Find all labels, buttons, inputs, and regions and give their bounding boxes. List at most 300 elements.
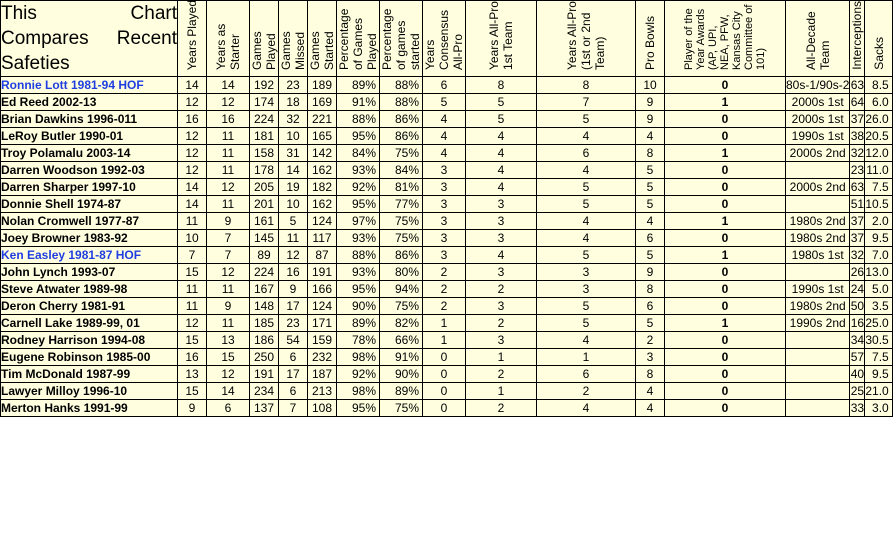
interceptions-cell: 37 — [850, 112, 865, 126]
pro-bowls-cell: 5 — [636, 179, 665, 196]
all-pro-1st-cell: 4 — [466, 179, 537, 196]
all-pro-1st-cell: 3 — [466, 230, 537, 247]
games-played-cell: 224 — [250, 111, 279, 128]
all-decade-team-cell: 2000s 2nd — [786, 179, 850, 196]
player-of-year-awards-cell: 0 — [665, 128, 786, 145]
games-played-cell: 137 — [250, 400, 279, 417]
games-started-cell: 171 — [308, 315, 337, 332]
interceptions-cell: 32 — [850, 248, 865, 262]
all-pro-1st-cell: 4 — [466, 247, 537, 264]
all-decade-team-cell — [786, 196, 850, 213]
player-of-year-awards-cell: 1 — [665, 145, 786, 162]
pct-games-started-cell: 75% — [380, 230, 423, 247]
consensus-all-pro-cell: 2 — [423, 298, 466, 315]
sacks-cell: 30.5 — [865, 332, 892, 349]
consensus-all-pro-cell: 0 — [423, 383, 466, 400]
all-pro-1st-cell: 3 — [466, 264, 537, 281]
column-header: Years Consensus All-Pro — [423, 1, 466, 77]
player-name-cell: Steve Atwater 1989-98 — [1, 281, 178, 298]
years-played-cell: 16 — [178, 111, 207, 128]
player-name-cell: Rodney Harrison 1994-08 — [1, 332, 178, 349]
pct-games-started-cell: 89% — [380, 383, 423, 400]
table-row — [1, 196, 893, 213]
player-of-year-awards-cell: 0 — [665, 281, 786, 298]
pct-games-started-cell: 90% — [380, 366, 423, 383]
games-started-cell: 189 — [308, 77, 337, 94]
player-name-cell: Joey Browner 1983-92 — [1, 230, 178, 247]
games-played-cell: 201 — [250, 196, 279, 213]
consensus-all-pro-cell: 3 — [423, 213, 466, 230]
player-of-year-awards-cell: 0 — [665, 264, 786, 281]
table-row — [1, 145, 893, 162]
column-header: Interceptions — [850, 1, 865, 77]
sacks-cell: 9.5 — [865, 230, 892, 247]
games-played-cell: 89 — [250, 247, 279, 264]
games-played-cell: 145 — [250, 230, 279, 247]
player-of-year-awards-cell: 0 — [665, 383, 786, 400]
pct-games-played-cell: 93% — [337, 162, 380, 179]
all-pro-1st-cell: 3 — [466, 196, 537, 213]
years-played-cell: 12 — [178, 94, 207, 111]
pct-games-played-cell: 92% — [337, 366, 380, 383]
years-as-starter-cell: 11 — [207, 315, 250, 332]
sacks-cell: 13.0 — [865, 264, 892, 281]
column-header: All-Decade Team — [786, 1, 850, 77]
years-played-cell: 11 — [178, 281, 207, 298]
table-row — [1, 230, 893, 247]
games-started-cell: 142 — [308, 145, 337, 162]
column-header: Percentage of games started — [380, 1, 423, 77]
games-started-cell: 213 — [308, 383, 337, 400]
all-decade-team-cell: 1980s 2nd — [786, 298, 850, 315]
player-of-year-awards-cell: 1 — [665, 315, 786, 332]
games-missed-cell: 32 — [279, 111, 308, 128]
table-row — [1, 94, 893, 111]
table-row — [1, 162, 893, 179]
column-header: Percentage of Games Played — [337, 1, 380, 77]
player-name-cell: Darren Woodson 1992-03 — [1, 162, 178, 179]
pct-games-played-cell: 93% — [337, 230, 380, 247]
all-decade-team-cell — [786, 366, 850, 383]
player-name-cell: Ken Easley 1981-87 HOF — [1, 247, 178, 264]
column-header: Years All-Pro (1st or 2nd Team) — [537, 1, 636, 77]
pct-games-played-cell: 92% — [337, 179, 380, 196]
games-started-cell: 191 — [308, 264, 337, 281]
pct-games-started-cell: 91% — [380, 349, 423, 366]
sacks-cell: 26.0 — [865, 111, 892, 128]
all-pro-1st-cell: 4 — [466, 162, 537, 179]
column-header: Years All-Pro 1st Team — [466, 1, 537, 77]
interceptions-cell: 33 — [850, 401, 865, 415]
all-pro-1st-cell: 3 — [466, 332, 537, 349]
games-started-cell: 117 — [308, 230, 337, 247]
table-row — [1, 281, 893, 298]
player-name-cell: Eugene Robinson 1985-00 — [1, 349, 178, 366]
games-started-cell: 165 — [308, 128, 337, 145]
games-missed-cell: 23 — [279, 315, 308, 332]
table-row — [1, 332, 893, 349]
games-started-cell: 169 — [308, 94, 337, 111]
interceptions-cell: 25 — [850, 384, 865, 398]
consensus-all-pro-cell: 4 — [423, 128, 466, 145]
all-pro-1st-2nd-cell: 4 — [537, 128, 636, 145]
table-row — [1, 77, 893, 94]
pct-games-started-cell: 66% — [380, 332, 423, 349]
all-decade-team-cell: 2000s 2nd — [786, 145, 850, 162]
years-played-cell: 15 — [178, 383, 207, 400]
pct-games-played-cell: 98% — [337, 349, 380, 366]
games-started-cell: 124 — [308, 298, 337, 315]
pct-games-played-cell: 88% — [337, 111, 380, 128]
player-of-year-awards-cell: 0 — [665, 111, 786, 128]
years-as-starter-cell: 11 — [207, 162, 250, 179]
pct-games-played-cell: 84% — [337, 145, 380, 162]
player-of-year-awards-cell: 0 — [665, 298, 786, 315]
pct-games-played-cell: 97% — [337, 213, 380, 230]
games-started-cell: 162 — [308, 196, 337, 213]
games-played-cell: 191 — [250, 366, 279, 383]
games-missed-cell: 17 — [279, 366, 308, 383]
games-started-cell: 87 — [308, 247, 337, 264]
sacks-cell: 9.5 — [865, 366, 892, 383]
all-decade-team-cell: 1990s 1st — [786, 281, 850, 298]
games-started-cell: 187 — [308, 366, 337, 383]
games-played-cell: 250 — [250, 349, 279, 366]
years-as-starter-cell: 12 — [207, 264, 250, 281]
player-name-cell: Merton Hanks 1991-99 — [1, 400, 178, 417]
player-name-cell: Deron Cherry 1981-91 — [1, 298, 178, 315]
pro-bowls-cell: 6 — [636, 298, 665, 315]
player-name-cell: Brian Dawkins 1996-011 — [1, 111, 178, 128]
games-played-cell: 234 — [250, 383, 279, 400]
player-of-year-awards-cell: 1 — [665, 94, 786, 111]
sacks-cell: 7.0 — [865, 247, 892, 264]
player-of-year-awards-cell: 0 — [665, 400, 786, 417]
sacks-cell: 21.0 — [865, 383, 892, 400]
interceptions-cell: 32 — [850, 146, 865, 160]
player-of-year-awards-cell: 0 — [665, 349, 786, 366]
table-row — [1, 264, 893, 281]
games-played-cell: 181 — [250, 128, 279, 145]
player-name-cell: LeRoy Butler 1990-01 — [1, 128, 178, 145]
interceptions-cell: 37 — [850, 214, 865, 228]
table-row — [1, 213, 893, 230]
interceptions-cell: 51 — [850, 197, 865, 211]
pro-bowls-cell: 4 — [636, 383, 665, 400]
all-pro-1st-2nd-cell: 5 — [537, 196, 636, 213]
games-started-cell: 162 — [308, 162, 337, 179]
years-as-starter-cell: 7 — [207, 247, 250, 264]
all-pro-1st-cell: 4 — [466, 145, 537, 162]
all-decade-team-cell: 2000s 1st — [786, 94, 850, 111]
games-started-cell: 159 — [308, 332, 337, 349]
sacks-cell: 20.5 — [865, 128, 892, 145]
all-pro-1st-2nd-cell: 8 — [537, 77, 636, 94]
pct-games-started-cell: 75% — [380, 213, 423, 230]
games-missed-cell: 7 — [279, 400, 308, 417]
all-pro-1st-cell: 2 — [466, 400, 537, 417]
years-as-starter-cell: 11 — [207, 145, 250, 162]
all-decade-team-cell: 1980s 2nd — [786, 213, 850, 230]
player-name-cell: Tim McDonald 1987-99 — [1, 366, 178, 383]
interceptions-cell: 38 — [850, 129, 865, 143]
pct-games-started-cell: 75% — [380, 145, 423, 162]
years-as-starter-cell: 11 — [207, 196, 250, 213]
pct-games-started-cell: 88% — [380, 94, 423, 111]
player-name-cell: Nolan Cromwell 1977-87 — [1, 213, 178, 230]
pct-games-started-cell: 84% — [380, 162, 423, 179]
consensus-all-pro-cell: 3 — [423, 196, 466, 213]
all-pro-1st-2nd-cell: 6 — [537, 366, 636, 383]
years-played-cell: 11 — [178, 298, 207, 315]
table-row — [1, 349, 893, 366]
table-row — [1, 247, 893, 264]
games-played-cell: 224 — [250, 264, 279, 281]
years-played-cell: 15 — [178, 332, 207, 349]
sacks-cell: 25.0 — [865, 315, 892, 332]
sacks-cell: 11.0 — [865, 162, 892, 179]
table-row — [1, 128, 893, 145]
games-missed-cell: 17 — [279, 298, 308, 315]
all-decade-team-cell: 80s-1/90s-2 — [786, 78, 850, 92]
years-played-cell: 9 — [178, 400, 207, 417]
years-as-starter-cell: 12 — [207, 94, 250, 111]
all-decade-team-cell — [786, 264, 850, 281]
games-missed-cell: 6 — [279, 383, 308, 400]
years-played-cell: 12 — [178, 145, 207, 162]
pct-games-started-cell: 86% — [380, 247, 423, 264]
player-of-year-awards-cell: 0 — [665, 332, 786, 349]
games-missed-cell: 31 — [279, 145, 308, 162]
interceptions-cell: 34 — [850, 333, 865, 347]
games-started-cell: 124 — [308, 213, 337, 230]
games-played-cell: 161 — [250, 213, 279, 230]
years-as-starter-cell: 9 — [207, 213, 250, 230]
games-missed-cell: 14 — [279, 162, 308, 179]
all-pro-1st-2nd-cell: 5 — [537, 111, 636, 128]
years-played-cell: 15 — [178, 264, 207, 281]
player-name-cell: Darren Sharper 1997-10 — [1, 179, 178, 196]
consensus-all-pro-cell: 0 — [423, 400, 466, 417]
consensus-all-pro-cell: 3 — [423, 230, 466, 247]
all-decade-team-cell: 1980s 2nd — [786, 230, 850, 247]
table-row — [1, 383, 893, 400]
all-decade-team-cell — [786, 162, 850, 179]
all-decade-team-cell: 1990s 1st — [786, 128, 850, 145]
all-pro-1st-2nd-cell: 3 — [537, 281, 636, 298]
pct-games-played-cell: 95% — [337, 281, 380, 298]
player-of-year-awards-cell: 0 — [665, 230, 786, 247]
years-as-starter-cell: 16 — [207, 111, 250, 128]
all-pro-1st-2nd-cell: 5 — [537, 298, 636, 315]
sacks-cell: 5.0 — [865, 281, 892, 298]
sacks-cell: 10.5 — [865, 196, 892, 213]
interceptions-cell: 64 — [850, 95, 865, 109]
games-started-cell: 221 — [308, 111, 337, 128]
player-of-year-awards-cell: 0 — [665, 366, 786, 383]
years-as-starter-cell: 9 — [207, 298, 250, 315]
consensus-all-pro-cell: 2 — [423, 281, 466, 298]
player-name-cell: Donnie Shell 1974-87 — [1, 196, 178, 213]
all-pro-1st-2nd-cell: 2 — [537, 383, 636, 400]
pct-games-started-cell: 88% — [380, 77, 423, 94]
years-played-cell: 12 — [178, 128, 207, 145]
games-started-cell: 166 — [308, 281, 337, 298]
consensus-all-pro-cell: 3 — [423, 179, 466, 196]
column-header: Years Played — [178, 1, 207, 77]
games-played-cell: 167 — [250, 281, 279, 298]
pct-games-played-cell: 95% — [337, 128, 380, 145]
interceptions-cell: 57 — [850, 350, 865, 364]
pct-games-started-cell: 75% — [380, 400, 423, 417]
games-played-cell: 174 — [250, 94, 279, 111]
years-as-starter-cell: 6 — [207, 400, 250, 417]
pct-games-played-cell: 95% — [337, 196, 380, 213]
years-played-cell: 14 — [178, 179, 207, 196]
years-as-starter-cell: 11 — [207, 281, 250, 298]
player-of-year-awards-cell: 1 — [665, 247, 786, 264]
all-pro-1st-2nd-cell: 4 — [537, 332, 636, 349]
all-decade-team-cell: 1980s 1st — [786, 247, 850, 264]
interceptions-cell: 37 — [850, 231, 865, 245]
consensus-all-pro-cell: 5 — [423, 94, 466, 111]
consensus-all-pro-cell: 1 — [423, 332, 466, 349]
pro-bowls-cell: 8 — [636, 145, 665, 162]
pct-games-played-cell: 78% — [337, 332, 380, 349]
pct-games-played-cell: 90% — [337, 298, 380, 315]
pct-games-played-cell: 95% — [337, 400, 380, 417]
games-missed-cell: 16 — [279, 264, 308, 281]
games-started-cell: 232 — [308, 349, 337, 366]
interceptions-cell: 63 — [850, 180, 865, 194]
all-decade-team-cell — [786, 349, 850, 366]
all-pro-1st-cell: 4 — [466, 128, 537, 145]
pro-bowls-cell: 9 — [636, 111, 665, 128]
games-missed-cell: 19 — [279, 179, 308, 196]
column-header: Player of the Year Awards (AP, UPI, NEA, PFW, Kansas City Committee of 101) — [665, 1, 786, 77]
games-missed-cell: 10 — [279, 128, 308, 145]
table-row — [1, 179, 893, 196]
pct-games-started-cell: 81% — [380, 179, 423, 196]
consensus-all-pro-cell: 0 — [423, 366, 466, 383]
all-pro-1st-cell: 2 — [466, 315, 537, 332]
games-missed-cell: 18 — [279, 94, 308, 111]
games-played-cell: 178 — [250, 162, 279, 179]
all-pro-1st-cell: 2 — [466, 366, 537, 383]
table-row — [1, 315, 893, 332]
table-row — [1, 298, 893, 315]
years-as-starter-cell: 15 — [207, 349, 250, 366]
sacks-cell: 6.0 — [865, 94, 892, 111]
years-as-starter-cell: 14 — [207, 77, 250, 94]
sacks-cell: 12.0 — [865, 145, 892, 162]
pct-games-started-cell: 77% — [380, 196, 423, 213]
pct-games-played-cell: 91% — [337, 94, 380, 111]
pro-bowls-cell: 9 — [636, 264, 665, 281]
all-decade-team-cell — [786, 332, 850, 349]
all-pro-1st-cell: 3 — [466, 213, 537, 230]
years-as-starter-cell: 12 — [207, 179, 250, 196]
pro-bowls-cell: 5 — [636, 162, 665, 179]
interceptions-cell: 23 — [850, 163, 865, 177]
pro-bowls-cell: 9 — [636, 94, 665, 111]
pct-games-played-cell: 89% — [337, 315, 380, 332]
pct-games-started-cell: 86% — [380, 128, 423, 145]
years-as-starter-cell: 12 — [207, 366, 250, 383]
sacks-cell: 7.5 — [865, 349, 892, 366]
pct-games-started-cell: 75% — [380, 298, 423, 315]
all-decade-team-cell — [786, 400, 850, 417]
years-as-starter-cell: 14 — [207, 383, 250, 400]
pct-games-played-cell: 88% — [337, 247, 380, 264]
player-of-year-awards-cell: 0 — [665, 196, 786, 213]
pro-bowls-cell: 6 — [636, 230, 665, 247]
consensus-all-pro-cell: 1 — [423, 315, 466, 332]
player-name-cell: Carnell Lake 1989-99, 01 — [1, 315, 178, 332]
pro-bowls-cell: 4 — [636, 128, 665, 145]
consensus-all-pro-cell: 6 — [423, 77, 466, 94]
years-played-cell: 11 — [178, 213, 207, 230]
column-header: Pro Bowls — [636, 1, 665, 77]
all-pro-1st-2nd-cell: 4 — [537, 213, 636, 230]
games-missed-cell: 6 — [279, 349, 308, 366]
all-decade-team-cell — [786, 383, 850, 400]
all-pro-1st-2nd-cell: 5 — [537, 315, 636, 332]
pro-bowls-cell: 8 — [636, 366, 665, 383]
games-missed-cell: 5 — [279, 213, 308, 230]
all-pro-1st-cell: 1 — [466, 349, 537, 366]
sacks-cell: 2.0 — [865, 213, 892, 230]
all-pro-1st-cell: 1 — [466, 383, 537, 400]
all-pro-1st-2nd-cell: 5 — [537, 179, 636, 196]
consensus-all-pro-cell: 4 — [423, 111, 466, 128]
years-as-starter-cell: 7 — [207, 230, 250, 247]
player-name-cell: Lawyer Milloy 1996-10 — [1, 383, 178, 400]
pro-bowls-cell: 2 — [636, 332, 665, 349]
pct-games-started-cell: 82% — [380, 315, 423, 332]
pct-games-started-cell: 86% — [380, 111, 423, 128]
pct-games-started-cell: 80% — [380, 264, 423, 281]
interceptions-cell: 24 — [850, 282, 865, 296]
games-missed-cell: 54 — [279, 332, 308, 349]
all-pro-1st-2nd-cell: 7 — [537, 94, 636, 111]
all-decade-team-cell: 1990s 2nd — [786, 315, 850, 332]
years-played-cell: 16 — [178, 349, 207, 366]
games-played-cell: 158 — [250, 145, 279, 162]
games-missed-cell: 11 — [279, 230, 308, 247]
pct-games-played-cell: 89% — [337, 77, 380, 94]
games-played-cell: 205 — [250, 179, 279, 196]
consensus-all-pro-cell: 3 — [423, 247, 466, 264]
all-pro-1st-2nd-cell: 5 — [537, 247, 636, 264]
years-played-cell: 13 — [178, 366, 207, 383]
games-missed-cell: 10 — [279, 196, 308, 213]
pct-games-played-cell: 98% — [337, 383, 380, 400]
games-missed-cell: 12 — [279, 247, 308, 264]
chart-title: This Chart Compares Recent Safeties — [1, 3, 177, 74]
interceptions-cell: 63 — [850, 78, 865, 92]
table-row — [1, 366, 893, 383]
all-pro-1st-cell: 3 — [466, 298, 537, 315]
years-played-cell: 12 — [178, 162, 207, 179]
pro-bowls-cell: 8 — [636, 281, 665, 298]
pro-bowls-cell: 5 — [636, 196, 665, 213]
games-played-cell: 185 — [250, 315, 279, 332]
games-played-cell: 186 — [250, 332, 279, 349]
games-missed-cell: 23 — [279, 77, 308, 94]
player-of-year-awards-cell: 0 — [665, 77, 786, 94]
column-header: Games Missed — [279, 1, 308, 77]
